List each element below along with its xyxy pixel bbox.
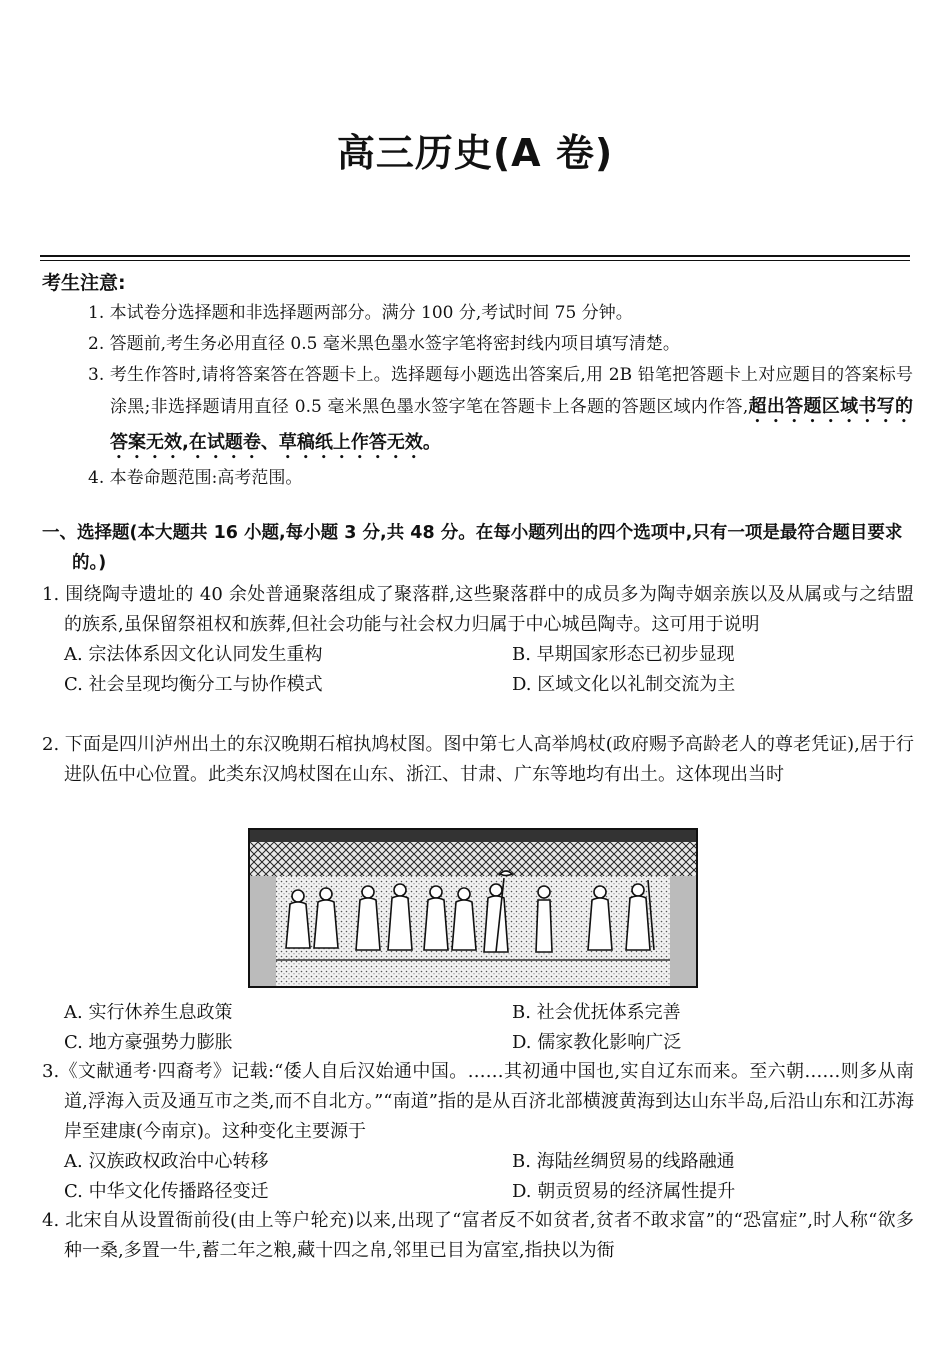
option-d: D. 儒家教化影响广泛 [512,1032,682,1053]
option-d: D. 区域文化以礼制交流为主 [512,674,736,695]
option-a: A. 宗法体系因文化认同发生重构 [64,644,323,665]
option-c: C. 地方豪强势力膨胀 [64,1032,233,1053]
option-d: D. 朝贡贸易的经济属性提升 [512,1181,736,1202]
option-b: B. 早期国家形态已初步显现 [512,644,735,665]
relief-drawing [250,830,696,986]
question-stem: 2. 下面是四川泸州出土的东汉晚期石棺执鸠杖图。图中第七人高举鸠杖(政府赐予高龄老人的尊老凭证),居于行进队伍中心位置。此类东汉鸠杖图在山东、浙江、甘肃、广东等地均有出土。这体现出当时 [42,734,914,785]
option-a: A. 实行休养生息政策 [64,1002,233,1023]
notice-item-1: 1. 本试卷分选择题和非选择题两部分。满分 100 分,考试时间 75 分钟。 [88,303,633,323]
option-c: C. 社会呈现均衡分工与协作模式 [64,674,323,695]
question-3 [42,1057,914,1207]
notice-list [88,298,913,494]
question-stem: 1. 围绕陶寺遗址的 40 余处普通聚落组成了聚落群,这些聚落群中的成员多为陶寺姻亲族以及从属或与之结盟的族系,虽保留祭祖权和族葬,但社会功能与社会权力归属于中心城邑陶寺。这可用于说明 [42,584,914,635]
question-2 [42,730,914,790]
notice-item-3-text: 3. 考生作答时,请将答案答在答题卡上。选择题每小题选出答案后,用 2B 铅笔把答题卡上对应题目的答案标号涂黑;非选择题请用直径 0.5 毫米黑色墨水签字笔在答题卡上各题的答题区域内作答, [88,365,913,417]
header-rule-thick [40,255,910,257]
question-stem: 3.《文献通考·四裔考》记载:“倭人自后汉始通中国。……其初通中国也,实自辽东而来。至六朝……则多从南道,浮海入贡及通互市之类,而不自北方。”“南道”指的是从百济北部横渡黄海到达山东半岛,后沿山东和江苏海岸至建康(今南京)。这种变化主要源于 [42,1061,914,1142]
question-stem: 4. 北宋自从设置衙前役(由上等户轮充)以来,出现了“富者反不如贫者,贫者不敢求富”的“恐富症”,时人称“欲多种一桑,多置一牛,蓄二年之粮,藏十四之帛,邻里已目为富室,指抉以为衙 [42,1210,914,1261]
option-b: B. 社会优抚体系完善 [512,1002,681,1023]
notice-heading: 考生注意: [42,272,126,294]
option-c: C. 中华文化传播路径变迁 [64,1181,269,1202]
question-2-options [42,998,914,1058]
section-heading: 一、选择题(本大题共 16 小题,每小题 3 分,共 48 分。在每小题列出的四个选项中,只有一项是最符合题目要求的。) [42,523,903,573]
stone-coffin-relief-image [248,828,698,988]
notice-item-3-emphasis: 超出答题区域书写的答案无效,在试题卷、草稿纸上作答无效。 [110,396,913,453]
option-b: B. 海陆丝绸贸易的线路融通 [512,1151,735,1172]
page-title: 高三历史(A 卷) [336,131,614,175]
question-4 [42,1206,914,1266]
notice-item-4: 4. 本卷命题范围:高考范围。 [88,468,303,488]
header-rule-thin [40,260,910,261]
notice-item-2: 2. 答题前,考生务必用直径 0.5 毫米黑色墨水签字笔将密封线内项目填写清楚。 [88,334,680,354]
notice-item-3 [88,360,913,463]
option-a: A. 汉族政权政治中心转移 [64,1151,269,1172]
question-1 [42,580,914,700]
